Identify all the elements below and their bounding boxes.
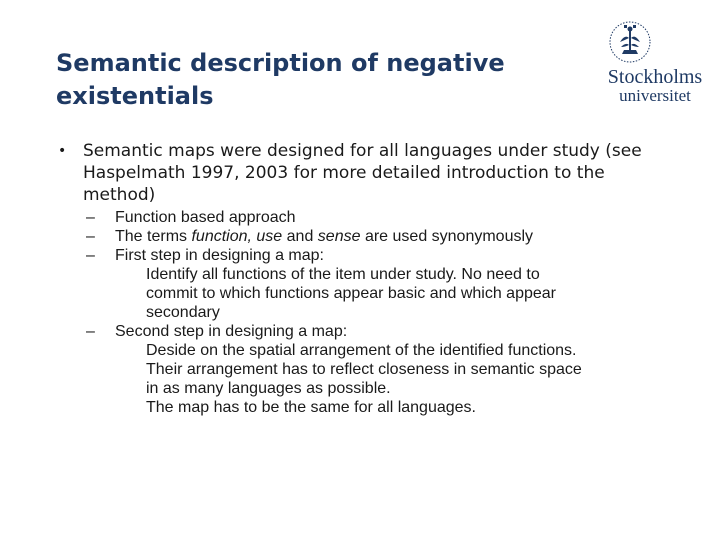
step1-detail-line: commit to which functions appear basic and which appear xyxy=(146,285,556,302)
sub-bullet-text: Function based approach xyxy=(115,209,296,226)
sub-bullet-text: Second step in designing a map: xyxy=(115,323,348,340)
sub-bullet-text-post: are used synonymously xyxy=(360,228,534,245)
dash-icon: – xyxy=(86,209,95,226)
term-function-use: function, use xyxy=(191,228,283,245)
logo-line-2: universitet xyxy=(619,86,691,105)
slide-body xyxy=(58,140,678,417)
university-logo xyxy=(600,20,710,110)
sub-bullet-function-approach xyxy=(58,208,678,227)
bullet-text: Semantic maps were designed for all languages under study (see Haspelmath 1997, 2003 for more detailed introduction to the method) xyxy=(83,141,642,205)
sub-bullet-second-step xyxy=(58,322,678,341)
sub-bullet-text-pre: The terms xyxy=(115,228,192,245)
term-sense: sense xyxy=(317,228,361,245)
university-seal-icon xyxy=(600,20,710,68)
title-line-2: existentials xyxy=(56,82,214,110)
dash-icon: – xyxy=(86,247,95,264)
step2-detail-line: in as many languages as possible. xyxy=(146,380,391,397)
step2-detail-line: Deside on the spatial arrangement of the identified functions. xyxy=(146,342,577,359)
logo-wordmark xyxy=(600,68,710,105)
step2-detail-line: The map has to be the same for all languages. xyxy=(146,399,476,416)
sub-bullet-text-mid: and xyxy=(282,228,318,245)
sub-bullet-list xyxy=(58,208,678,417)
sub-bullet-terms xyxy=(58,227,678,246)
slide-title xyxy=(56,47,586,113)
bullet-semantic-maps xyxy=(58,140,678,206)
logo-line-1: Stockholms xyxy=(607,66,703,88)
step2-detail-line: Their arrangement has to reflect closeness in semantic space xyxy=(146,361,582,378)
dash-icon: – xyxy=(86,323,95,340)
sub-bullet-first-step xyxy=(58,246,678,265)
step1-detail-line: secondary xyxy=(146,304,220,321)
step1-detail-line: Identify all functions of the item under study. No need to xyxy=(146,266,540,283)
bullet-dot-icon: • xyxy=(58,143,67,159)
dash-icon: – xyxy=(86,228,95,245)
sub-bullet-text: First step in designing a map: xyxy=(115,247,324,264)
title-line-1: Semantic description of negative xyxy=(56,49,505,77)
